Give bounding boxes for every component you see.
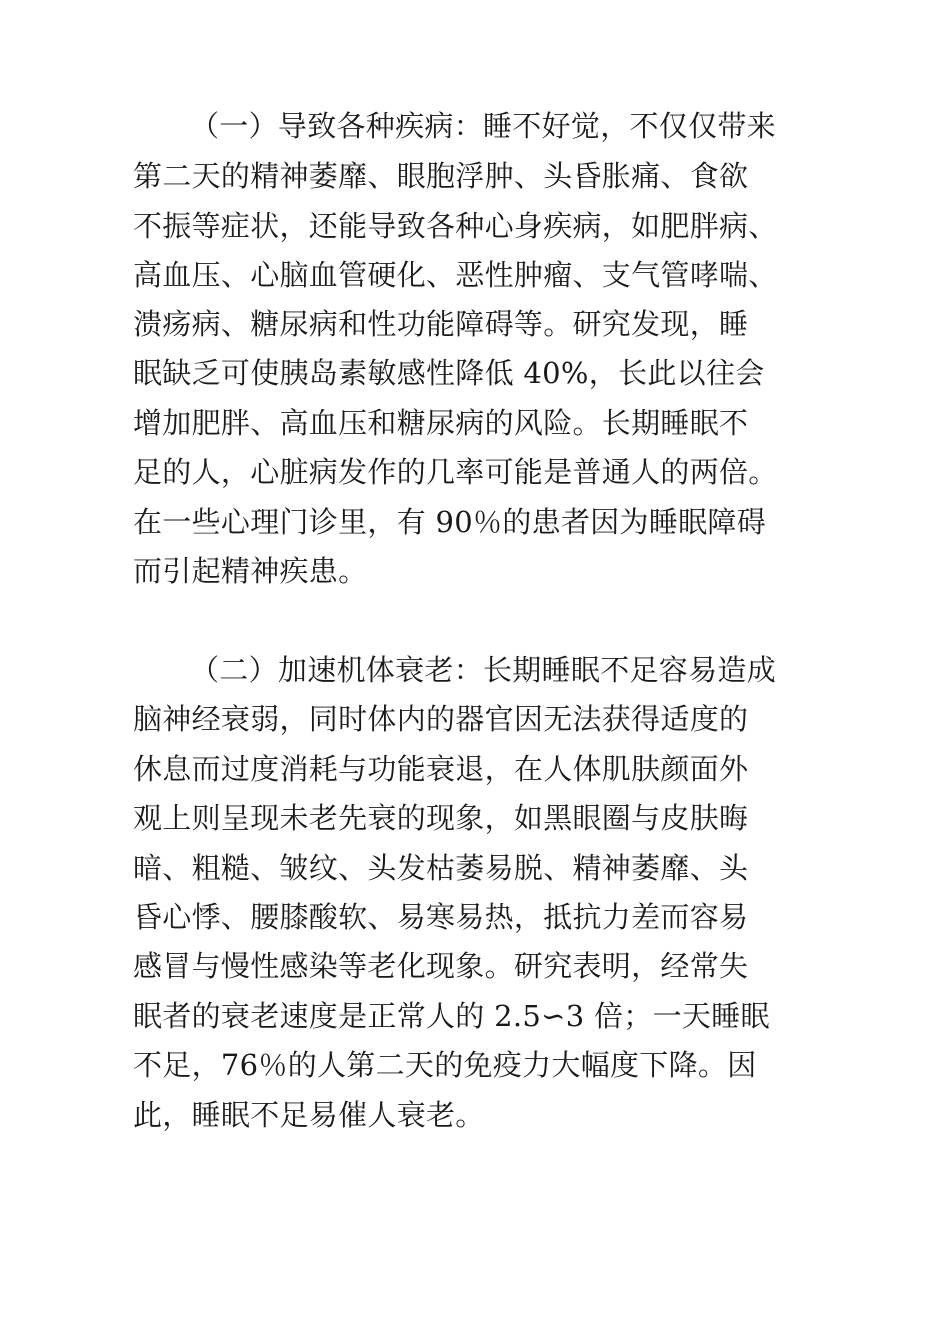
paragraph-1-line-4: 高血压、心脑血管硬化、恶性肿瘤、支气管哮喘、 <box>133 258 778 292</box>
paragraph-2-line-2: 脑神经衰弱，同时体内的器官因无法获得适度的 <box>133 702 749 736</box>
paragraph-2-line-8: 眠者的衰老速度是正常人的 2.5∽3 倍；一天睡眠 <box>133 999 770 1033</box>
paragraph-1-line-9: 在一些心理门诊里，有 90％的患者因为睡眠障碍 <box>133 505 767 539</box>
paragraph-2-line-7: 感冒与慢性感染等老化现象。研究表明，经常失 <box>133 949 749 983</box>
paragraph-2-line-4: 观上则呈现未老先衰的现象，如黑眼圈与皮肤晦 <box>133 801 749 835</box>
paragraph-2-line-3: 休息而过度消耗与功能衰退，在人体肌肤颜面外 <box>133 752 749 786</box>
paragraph-2-line-9: 不足，76％的人第二天的免疫力大幅度下降。因 <box>133 1048 757 1082</box>
paragraph-2-line-5: 暗、粗糙、皱纹、头发枯萎易脱、精神萎靡、头 <box>133 851 749 885</box>
paragraph-1-line-2: 第二天的精神萎靡、眼胞浮肿、头昏胀痛、食欲 <box>133 159 749 193</box>
paragraph-1-line-7: 增加肥胖、高血压和糖尿病的风险。长期睡眠不 <box>133 406 749 440</box>
paragraph-1-line-8: 足的人，心脏病发作的几率可能是普通人的两倍。 <box>133 455 778 489</box>
paragraph-1-line-6: 眠缺乏可使胰岛素敏感性降低 40%，长此以往会 <box>133 356 765 390</box>
paragraph-1-line-10: 而引起精神疾患。 <box>133 554 368 588</box>
paragraph-1-line-3: 不振等症状，还能导致各种心身疾病，如肥胖病、 <box>133 209 778 243</box>
paragraph-2-line-6: 昏心悸、腰膝酸软、易寒易热，抵抗力差而容易 <box>133 900 749 934</box>
paragraph-2-line-10: 此，睡眠不足易催人衰老。 <box>133 1098 485 1132</box>
paragraph-1-line-1: （一）导致各种疾病：睡不好觉，不仅仅带来 <box>190 109 777 143</box>
paragraph-1-line-5: 溃疡病、糖尿病和性功能障碍等。研究发现，睡 <box>133 307 749 341</box>
paragraph-2-line-1: （二）加速机体衰老：长期睡眠不足容易造成 <box>190 653 777 687</box>
